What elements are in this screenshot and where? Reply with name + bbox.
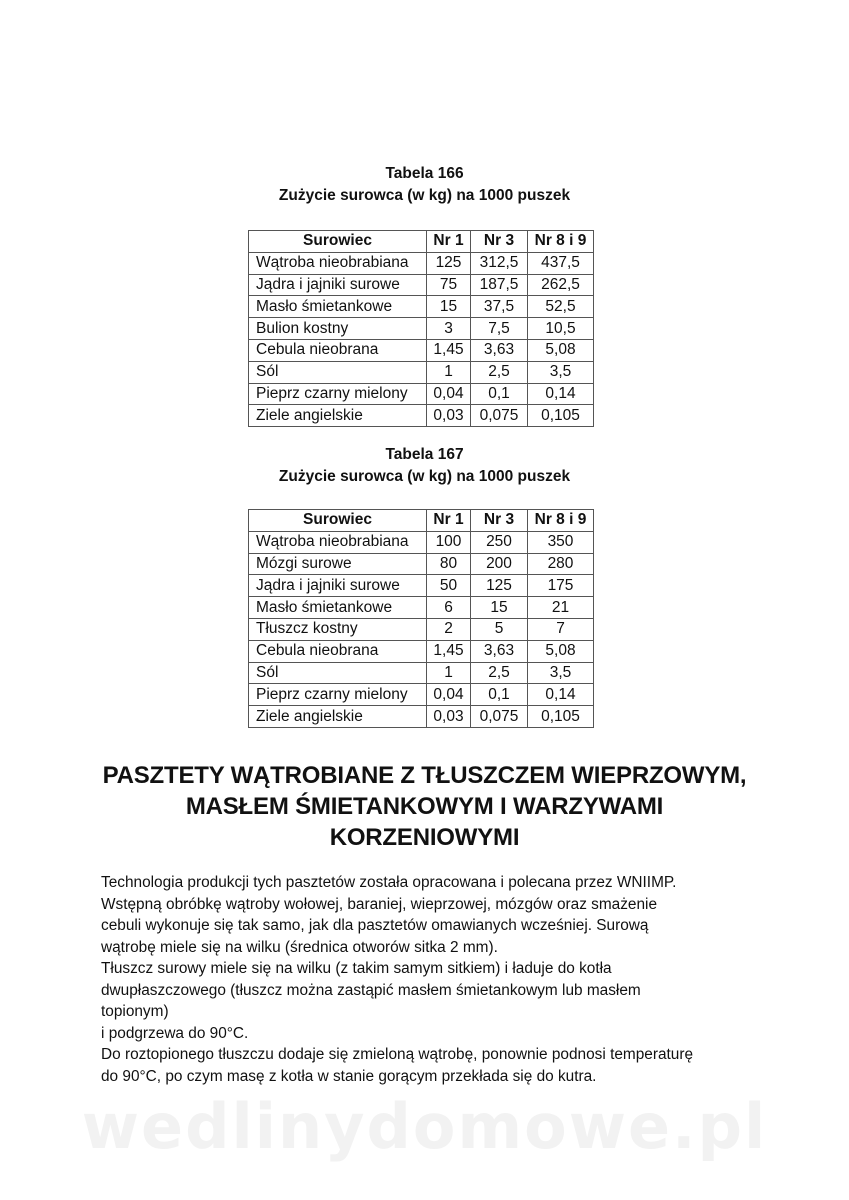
body-line: Technologia produkcji tych pasztetów została opracowana i polecana przez WNIIMP. xyxy=(101,874,677,891)
value-cell: 437,5 xyxy=(528,252,594,274)
value-cell: 50 xyxy=(427,575,471,597)
table-166 xyxy=(248,230,594,427)
table-row xyxy=(249,405,594,427)
ingredient-cell: Bulion kostny xyxy=(249,318,427,340)
ingredient-cell: Tłuszcz kostny xyxy=(249,618,427,640)
value-cell: 2,5 xyxy=(471,361,528,383)
table-row xyxy=(249,274,594,296)
body-line: topionym) xyxy=(101,1003,169,1020)
ingredient-cell: Ziele angielskie xyxy=(249,706,427,728)
value-cell: 3,63 xyxy=(471,339,528,361)
ingredient-cell: Jądra i jajniki surowe xyxy=(249,274,427,296)
ingredient-cell: Sól xyxy=(249,361,427,383)
body-line: Do roztopionego tłuszczu dodaje się zmieloną wątrobę, ponownie podnosi temperaturę xyxy=(101,1046,694,1063)
column-header: Nr 3 xyxy=(471,231,528,253)
value-cell: 0,1 xyxy=(471,383,528,405)
ingredient-cell: Mózgi surowe xyxy=(249,553,427,575)
table-row xyxy=(249,553,594,575)
table-row xyxy=(249,361,594,383)
column-header: Nr 1 xyxy=(427,510,471,532)
ingredient-cell: Sól xyxy=(249,662,427,684)
section-heading xyxy=(0,760,849,853)
value-cell: 0,1 xyxy=(471,684,528,706)
value-cell: 1,45 xyxy=(427,339,471,361)
value-cell: 125 xyxy=(427,252,471,274)
value-cell: 0,14 xyxy=(528,684,594,706)
value-cell: 0,04 xyxy=(427,383,471,405)
value-cell: 3 xyxy=(427,318,471,340)
table-row xyxy=(249,684,594,706)
column-header: Nr 3 xyxy=(471,510,528,532)
column-header: Surowiec xyxy=(249,231,427,253)
ingredient-cell: Wątroba nieobrabiana xyxy=(249,252,427,274)
value-cell: 1 xyxy=(427,361,471,383)
value-cell: 15 xyxy=(471,597,528,619)
value-cell: 52,5 xyxy=(528,296,594,318)
value-cell: 280 xyxy=(528,553,594,575)
value-cell: 6 xyxy=(427,597,471,619)
value-cell: 262,5 xyxy=(528,274,594,296)
ingredient-cell: Masło śmietankowe xyxy=(249,597,427,619)
body-line: wątrobę miele się na wilku (średnica otworów sitka 2 mm). xyxy=(101,938,498,956)
value-cell: 187,5 xyxy=(471,274,528,296)
value-cell: 3,5 xyxy=(528,361,594,383)
body-line: Tłuszcz surowy miele się na wilku (z takim samym sitkiem) i ładuje do kotła xyxy=(101,960,612,977)
column-header: Nr 8 i 9 xyxy=(528,231,594,253)
body-text xyxy=(101,872,761,1087)
table-row xyxy=(249,662,594,684)
table-row xyxy=(249,640,594,662)
table-subtitle: Zużycie surowca (w kg) na 1000 puszek xyxy=(278,187,571,204)
table-header-row xyxy=(249,231,594,253)
table-label: Tabela 166 xyxy=(385,165,464,182)
table-row xyxy=(249,339,594,361)
table-row xyxy=(249,318,594,340)
value-cell: 1,45 xyxy=(427,640,471,662)
body-line: cebuli wykonuje się tak samo, jak dla pasztetów omawianych wcześniej. Surową xyxy=(101,917,649,934)
table-row xyxy=(249,531,594,553)
value-cell: 0,03 xyxy=(427,706,471,728)
value-cell: 2 xyxy=(427,618,471,640)
value-cell: 0,03 xyxy=(427,405,471,427)
value-cell: 5 xyxy=(471,618,528,640)
ingredient-cell: Pieprz czarny mielony xyxy=(249,383,427,405)
heading-line: KORZENIOWYMI xyxy=(329,824,520,851)
value-cell: 125 xyxy=(471,575,528,597)
table-row xyxy=(249,252,594,274)
value-cell: 7,5 xyxy=(471,318,528,340)
table-166-caption xyxy=(0,163,849,207)
value-cell: 2,5 xyxy=(471,662,528,684)
table-label: Tabela 167 xyxy=(385,446,464,463)
value-cell: 3,63 xyxy=(471,640,528,662)
value-cell: 80 xyxy=(427,553,471,575)
value-cell: 175 xyxy=(528,575,594,597)
value-cell: 15 xyxy=(427,296,471,318)
value-cell: 0,075 xyxy=(471,706,528,728)
value-cell: 0,04 xyxy=(427,684,471,706)
table-row xyxy=(249,575,594,597)
heading-line: PASZTETY WĄTROBIANE Z TŁUSZCZEM WIEPRZOWYM, xyxy=(102,762,747,789)
body-line: Wstępną obróbkę wątroby wołowej, baraniej, wieprzowej, mózgów oraz smażenie xyxy=(101,895,658,913)
ingredient-cell: Masło śmietankowe xyxy=(249,296,427,318)
table-row xyxy=(249,296,594,318)
body-line: i podgrzewa do 90°C. xyxy=(101,1024,249,1042)
value-cell: 75 xyxy=(427,274,471,296)
value-cell: 0,075 xyxy=(471,405,528,427)
table-subtitle: Zużycie surowca (w kg) na 1000 puszek xyxy=(278,468,571,485)
ingredient-cell: Cebula nieobrana xyxy=(249,640,427,662)
value-cell: 5,08 xyxy=(528,640,594,662)
column-header: Surowiec xyxy=(249,510,427,532)
ingredient-cell: Ziele angielskie xyxy=(249,405,427,427)
value-cell: 21 xyxy=(528,597,594,619)
value-cell: 350 xyxy=(528,531,594,553)
table-row xyxy=(249,597,594,619)
value-cell: 0,105 xyxy=(528,405,594,427)
ingredient-cell: Wątroba nieobrabiana xyxy=(249,531,427,553)
value-cell: 1 xyxy=(427,662,471,684)
value-cell: 5,08 xyxy=(528,339,594,361)
column-header: Nr 8 i 9 xyxy=(528,510,594,532)
watermark: wedlinydomowe.pl xyxy=(81,1090,768,1163)
value-cell: 200 xyxy=(471,553,528,575)
table-row xyxy=(249,383,594,405)
heading-line: MASŁEM ŚMIETANKOWYM I WARZYWAMI xyxy=(185,793,664,820)
table-row xyxy=(249,706,594,728)
value-cell: 10,5 xyxy=(528,318,594,340)
value-cell: 0,14 xyxy=(528,383,594,405)
ingredient-cell: Cebula nieobrana xyxy=(249,339,427,361)
value-cell: 7 xyxy=(528,618,594,640)
value-cell: 100 xyxy=(427,531,471,553)
body-line: dwupłaszczowego (tłuszcz można zastąpić masłem śmietankowym lub masłem xyxy=(101,981,641,999)
body-line: do 90°C, po czym masę z kotła w stanie gorącym przekłada się do kutra. xyxy=(101,1067,597,1085)
column-header: Nr 1 xyxy=(427,231,471,253)
table-167 xyxy=(248,509,594,728)
ingredient-cell: Jądra i jajniki surowe xyxy=(249,575,427,597)
ingredient-cell: Pieprz czarny mielony xyxy=(249,684,427,706)
value-cell: 37,5 xyxy=(471,296,528,318)
table-header-row xyxy=(249,510,594,532)
value-cell: 3,5 xyxy=(528,662,594,684)
value-cell: 312,5 xyxy=(471,252,528,274)
table-167-caption xyxy=(0,444,849,488)
value-cell: 250 xyxy=(471,531,528,553)
table-row xyxy=(249,618,594,640)
value-cell: 0,105 xyxy=(528,706,594,728)
